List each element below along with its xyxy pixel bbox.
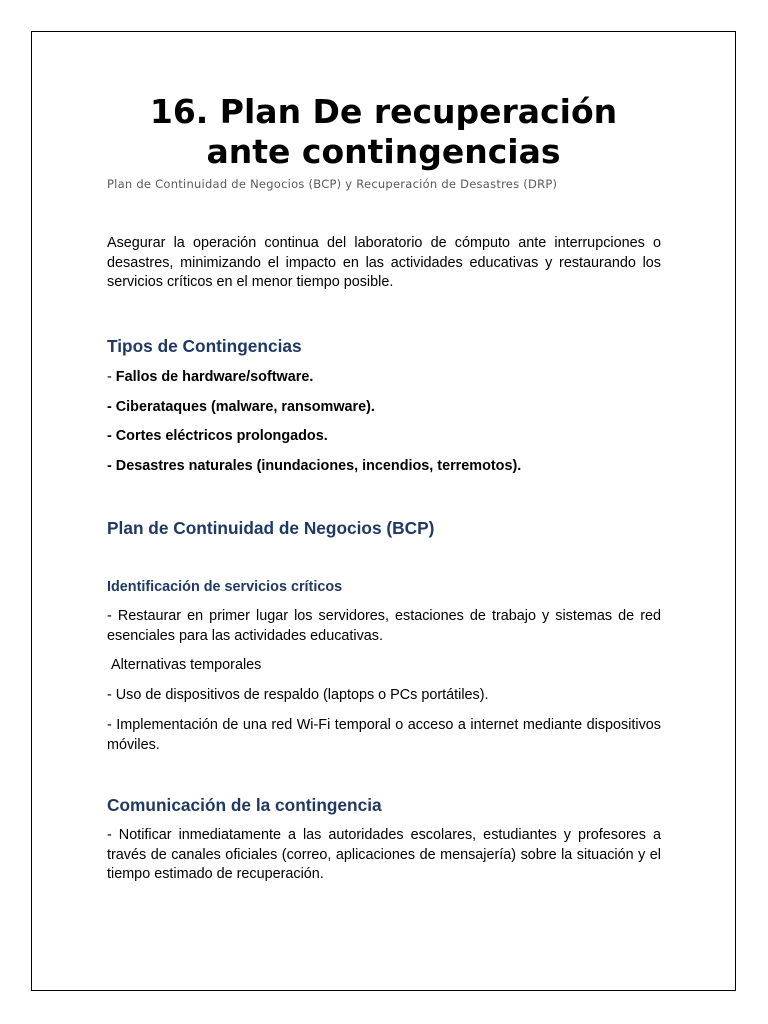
list-item-text: Fallos de hardware/software. [115,369,314,385]
subsection-heading-servicios-criticos: Identificación de servicios críticos [107,579,343,595]
paragraph-restaurar: - Restaurar en primer lugar los servidores, estaciones de trabajo y sistemas de red esenciales para las actividades educativas. [107,608,661,644]
section-heading-tipos: Tipos de Contingencias [107,336,302,356]
list-dash: - [107,369,116,385]
page-subtitle: Plan de Continuidad de Negocios (BCP) y Recuperación de Desastres (DRP) [107,177,558,191]
list-item-text: Desastres naturales (inundaciones, incendios, terremotos). [115,458,522,474]
intro-paragraph: Asegurar la operación continua del laboratorio de cómputo ante interrupciones o desastres, minimizando el impacto en las actividades educativas y restaurando los servicios críticos en el menor tiempo posible. [107,235,661,290]
title-line-1: 16. Plan De recuperación [149,92,618,131]
page-title [32,92,735,172]
list-item-cortes: - Cortes eléctricos prolongados. [107,428,328,444]
list-item-ciberataques: - Ciberataques (malware, ransomware). [107,399,375,415]
list-item-desastres [107,457,661,477]
section-heading-comunicacion: Comunicación de la contingencia [107,795,382,815]
document-page [31,31,736,991]
list-item-hardware [107,368,661,388]
paragraph-implementacion: - Implementación de una red Wi-Fi temporal o acceso a internet mediante dispositivos móviles. [107,717,661,753]
section-heading-bcp: Plan de Continuidad de Negocios (BCP) [107,518,435,538]
title-line-2: ante contingencias [206,132,561,171]
paragraph-comunicacion: - Notificar inmediatamente a las autoridades escolares, estudiantes y profesores a través de canales oficiales (correo, aplicaciones de mensajería) sobre la situación y el tiempo estimado de recuperación. [107,827,661,882]
list-dash: - [107,458,116,474]
paragraph-alternativas: Alternativas temporales [111,657,262,673]
paragraph-uso-dispositivos: - Uso de dispositivos de respaldo (laptops o PCs portátiles). [107,687,489,703]
